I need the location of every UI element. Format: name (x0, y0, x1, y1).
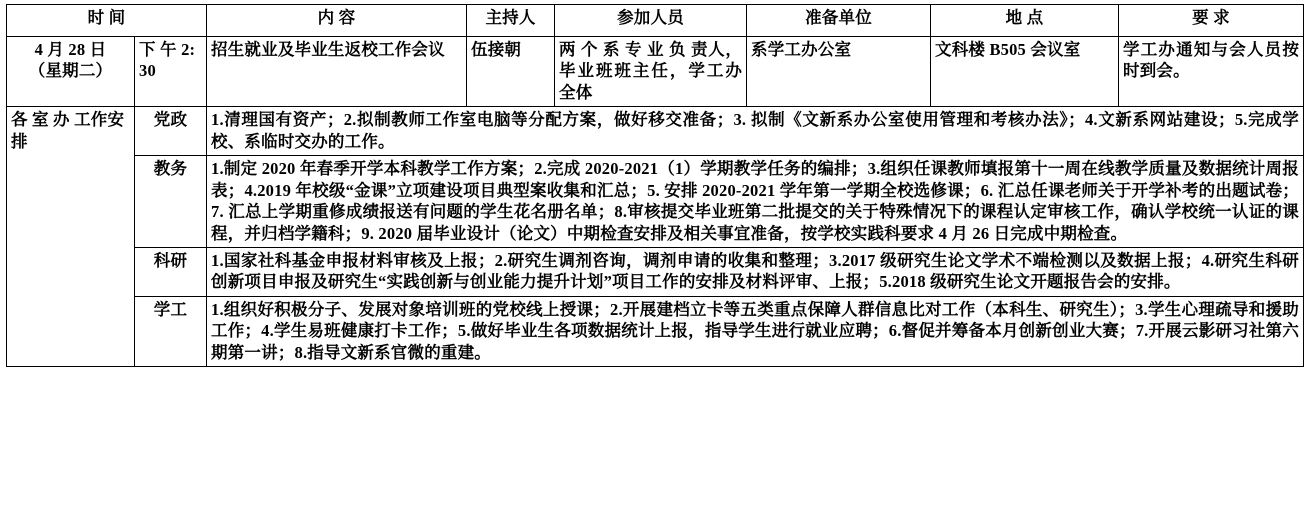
cell-dept-tasks: 1.制定 2020 年春季开学本科教学工作方案；2.完成 2020-2021（1）学期教学任务的编排；3.组织任课教师填报第十一周在线教学质量及数据统计周报表；4.2019 年校级“金课”立项建设项目典型案收集和汇总；5. 安排 2020-2021 学年第一学期全校选修课；6. 汇总任课老师关于开学补考的出题试卷；7. 汇总上学期重修成绩报送有问题的学生花名册名单；8.审核提交毕业班第二批提交的关于特殊情况下的课程认定审核工作，确认学校统一认证的课程，并归档学籍科；9. 2020 届毕业设计（论文）中期检查安排及相关事宜准备，按学校实践科要求 4 月 26 日完成中期检查。 (207, 156, 1304, 248)
table-row (7, 247, 1304, 296)
cell-date-line1: 4 月 28 日 (34, 40, 107, 59)
table-row (7, 156, 1304, 248)
cell-dept-name: 党政 (135, 107, 207, 156)
header-time: 时 间 (7, 5, 207, 37)
cell-place: 文科楼 B505 会议室 (931, 37, 1119, 107)
header-prepare-unit: 准备单位 (747, 5, 931, 37)
cell-dept-tasks: 1.组织好积极分子、发展对象培训班的党校线上授课；2.开展建档立卡等五类重点保障人群信息比对工作（本科生、研究生）；3.学生心理疏导和援助工作；4.学生易班健康打卡工作；5.做好毕业生各项数据统计上报，指导学生进行就业应聘；6.督促并筹备本月创新创业大赛；7.开展云影研习社第六期第一讲；8.指导文新系官微的重建。 (207, 296, 1304, 366)
cell-period (135, 37, 207, 107)
cell-participants: 两 个 系 专 业 负 责人，毕业班班主任，学工办全体 (555, 37, 747, 107)
cell-date (7, 37, 135, 107)
cell-period-label: 下 午 (139, 40, 177, 59)
table-row (7, 37, 1304, 107)
table-header-row (7, 5, 1304, 37)
header-place: 地 点 (931, 5, 1119, 37)
schedule-table (6, 4, 1304, 367)
cell-dept-name: 教务 (135, 156, 207, 248)
cell-host: 伍接朝 (467, 37, 555, 107)
cell-requirement: 学工办通知与会人员按时到会。 (1119, 37, 1304, 107)
cell-period-time: 2:30 (139, 40, 196, 81)
header-participants: 参加人员 (555, 5, 747, 37)
table-row (7, 107, 1304, 156)
cell-dept-name: 科研 (135, 247, 207, 296)
cell-dept-tasks: 1.国家社科基金申报材料审核及上报；2.研究生调剂咨询，调剂申请的收集和整理；3.2017 级研究生论文学术不端检测以及数据上报；4.研究生科研创新项目申报及研究生“实践创新与创业能力提升计划”项目工作的安排及材料评审、上报；5.2018 级研究生论文开题报告会的安排。 (207, 247, 1304, 296)
cell-prepare-unit: 系学工办公室 (747, 37, 931, 107)
cell-office-label: 各 室 办 工作安排 (7, 107, 135, 367)
cell-content: 招生就业及毕业生返校工作会议 (207, 37, 467, 107)
table-row (7, 296, 1304, 366)
cell-date-line2: （星期二） (28, 61, 113, 81)
cell-dept-tasks: 1.清理国有资产；2.拟制教师工作室电脑等分配方案，做好移交准备；3. 拟制《文新系办公室使用管理和考核办法》；4.文新系网站建设；5.完成学校、系临时交办的工作。 (207, 107, 1304, 156)
header-host: 主持人 (467, 5, 555, 37)
cell-dept-name: 学工 (135, 296, 207, 366)
header-requirement: 要 求 (1119, 5, 1304, 37)
header-content: 内 容 (207, 5, 467, 37)
